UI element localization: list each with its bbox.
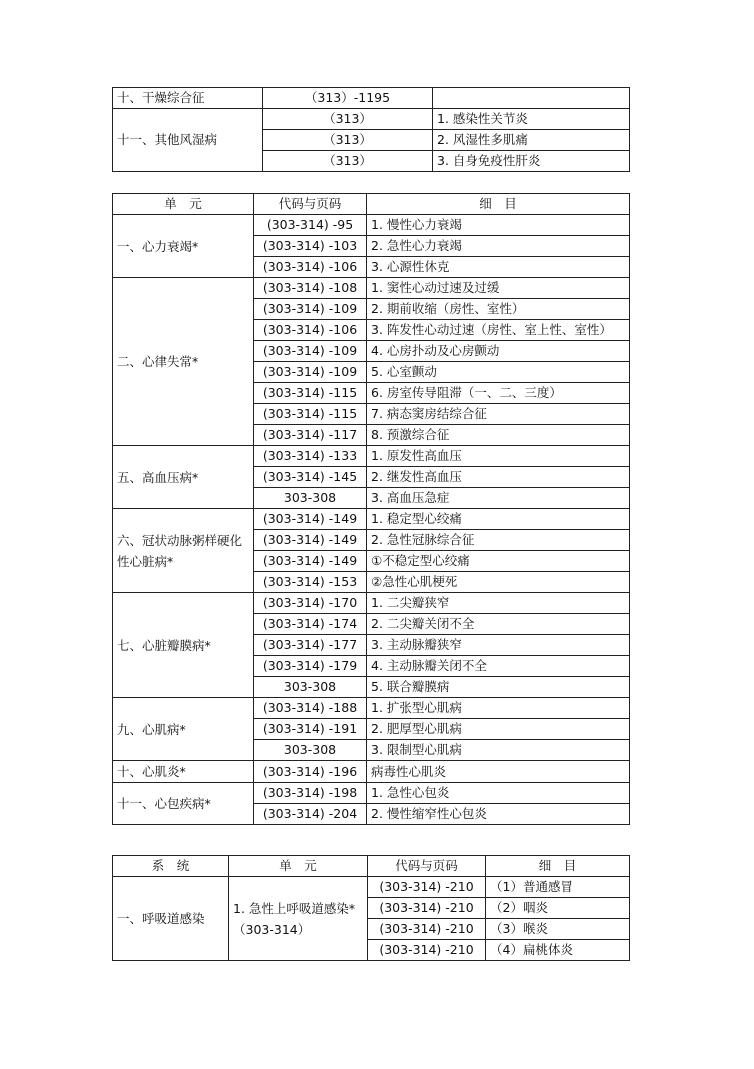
table-row bbox=[113, 593, 630, 614]
detail-cell: 5. 心室颤动 bbox=[367, 362, 630, 383]
detail-cell: 7. 病态窦房结综合征 bbox=[367, 404, 630, 425]
header-row bbox=[113, 856, 630, 877]
unit-cell: 七、心脏瓣膜病* bbox=[113, 593, 254, 698]
table-row bbox=[113, 783, 630, 804]
code-cell: (303-314) -170 bbox=[254, 593, 367, 614]
code-cell: (303-314) -149 bbox=[254, 530, 367, 551]
table-row bbox=[113, 446, 630, 467]
unit-cell: 1. 急性上呼吸道感染*（303-314） bbox=[229, 877, 368, 961]
code-cell: (303-314) -149 bbox=[254, 551, 367, 572]
detail-cell: 2. 二尖瓣关闭不全 bbox=[367, 614, 630, 635]
code-cell: (303-314) -210 bbox=[368, 898, 486, 919]
detail-cell: 3. 自身免疫性肝炎 bbox=[433, 151, 630, 172]
table-row bbox=[113, 88, 630, 109]
code-cell: (303-314) -133 bbox=[254, 446, 367, 467]
detail-cell: 4. 心房扑动及心房颤动 bbox=[367, 341, 630, 362]
header-system: 系 统 bbox=[113, 856, 229, 877]
detail-cell: 3. 主动脉瓣狭窄 bbox=[367, 635, 630, 656]
table-row bbox=[113, 761, 630, 783]
code-cell: （313）-1195 bbox=[263, 88, 433, 109]
table-row bbox=[113, 215, 630, 236]
code-cell: (303-314) -204 bbox=[254, 804, 367, 825]
detail-cell: （2）咽炎 bbox=[486, 898, 630, 919]
code-cell: (303-314) -177 bbox=[254, 635, 367, 656]
detail-cell: 2. 急性冠脉综合征 bbox=[367, 530, 630, 551]
table-row bbox=[113, 278, 630, 299]
code-cell: （313） bbox=[263, 151, 433, 172]
table-row bbox=[113, 109, 630, 130]
code-cell: (303-314) -145 bbox=[254, 467, 367, 488]
unit-cell: 十一、其他风湿病 bbox=[113, 109, 263, 172]
detail-cell: （4）扁桃体炎 bbox=[486, 940, 630, 961]
code-cell: (303-314) -191 bbox=[254, 719, 367, 740]
table-row bbox=[113, 509, 630, 530]
system-cell: 一、呼吸道感染 bbox=[113, 877, 229, 961]
detail-cell: 1. 稳定型心绞痛 bbox=[367, 509, 630, 530]
code-cell: (303-314) -188 bbox=[254, 698, 367, 719]
detail-cell: 3. 心源性休克 bbox=[367, 257, 630, 278]
detail-cell: 1. 二尖瓣狭窄 bbox=[367, 593, 630, 614]
code-cell: (303-314) -95 bbox=[254, 215, 367, 236]
code-cell: (303-314) -210 bbox=[368, 919, 486, 940]
code-cell: (303-314) -198 bbox=[254, 783, 367, 804]
detail-cell: 1. 感染性关节炎 bbox=[433, 109, 630, 130]
code-cell: 303-308 bbox=[254, 677, 367, 698]
code-cell: (303-314) -109 bbox=[254, 299, 367, 320]
unit-cell: 一、心力衰竭* bbox=[113, 215, 254, 278]
code-cell: （313） bbox=[263, 130, 433, 151]
detail-cell: （1）普通感冒 bbox=[486, 877, 630, 898]
code-cell: (303-314) -196 bbox=[254, 761, 367, 783]
code-cell: (303-314) -103 bbox=[254, 236, 367, 257]
header-row bbox=[113, 194, 630, 215]
code-cell: (303-314) -153 bbox=[254, 572, 367, 593]
code-cell: (303-314) -108 bbox=[254, 278, 367, 299]
detail-cell: 2. 继发性高血压 bbox=[367, 467, 630, 488]
detail-cell: 8. 预激综合征 bbox=[367, 425, 630, 446]
detail-cell: 1. 原发性高血压 bbox=[367, 446, 630, 467]
unit-cell: 十、干燥综合征 bbox=[113, 88, 263, 109]
code-cell: (303-314) -179 bbox=[254, 656, 367, 677]
detail-cell: 6. 房室传导阻滞（一、二、三度） bbox=[367, 383, 630, 404]
respiratory-table bbox=[112, 855, 630, 961]
code-cell: (303-314) -174 bbox=[254, 614, 367, 635]
detail-cell: 5. 联合瓣膜病 bbox=[367, 677, 630, 698]
code-cell: 303-308 bbox=[254, 740, 367, 761]
detail-cell: 1. 扩张型心肌病 bbox=[367, 698, 630, 719]
code-cell: （313） bbox=[263, 109, 433, 130]
unit-cell: 五、高血压病* bbox=[113, 446, 254, 509]
detail-cell: 2. 期前收缩（房性、室性） bbox=[367, 299, 630, 320]
table-row bbox=[113, 698, 630, 719]
code-cell: (303-314) -109 bbox=[254, 341, 367, 362]
detail-cell: 3. 阵发性心动过速（房性、室上性、室性） bbox=[367, 320, 630, 341]
code-cell: (303-314) -115 bbox=[254, 383, 367, 404]
cardiovascular-table-body bbox=[113, 215, 630, 825]
header-detail: 细 目 bbox=[486, 856, 630, 877]
code-cell: (303-314) -115 bbox=[254, 404, 367, 425]
unit-cell: 十、心肌炎* bbox=[113, 761, 254, 783]
detail-cell: 2. 肥厚型心肌病 bbox=[367, 719, 630, 740]
detail-cell: 2. 急性心力衰竭 bbox=[367, 236, 630, 257]
detail-cell: 1. 急性心包炎 bbox=[367, 783, 630, 804]
code-cell: (303-314) -117 bbox=[254, 425, 367, 446]
detail-cell: ①不稳定型心绞痛 bbox=[367, 551, 630, 572]
header-detail: 细 目 bbox=[367, 194, 630, 215]
detail-cell: 2. 风湿性多肌痛 bbox=[433, 130, 630, 151]
unit-cell: 九、心肌病* bbox=[113, 698, 254, 761]
detail-cell: （3）喉炎 bbox=[486, 919, 630, 940]
detail-cell bbox=[433, 88, 630, 109]
detail-cell: 3. 高血压急症 bbox=[367, 488, 630, 509]
detail-cell: 病毒性心肌炎 bbox=[367, 761, 630, 783]
detail-cell: 1. 慢性心力衰竭 bbox=[367, 215, 630, 236]
code-cell: (303-314) -210 bbox=[368, 940, 486, 961]
table-row bbox=[113, 877, 630, 898]
header-code: 代码与页码 bbox=[254, 194, 367, 215]
detail-cell: ②急性心肌梗死 bbox=[367, 572, 630, 593]
code-cell: (303-314) -109 bbox=[254, 362, 367, 383]
header-unit: 单 元 bbox=[229, 856, 368, 877]
detail-cell: 4. 主动脉瓣关闭不全 bbox=[367, 656, 630, 677]
code-cell: (303-314) -106 bbox=[254, 320, 367, 341]
code-cell: 303-308 bbox=[254, 488, 367, 509]
rheumatic-disease-table bbox=[112, 87, 630, 172]
header-unit: 单 元 bbox=[113, 194, 254, 215]
detail-cell: 2. 慢性缩窄性心包炎 bbox=[367, 804, 630, 825]
unit-cell: 十一、心包疾病* bbox=[113, 783, 254, 825]
code-cell: (303-314) -210 bbox=[368, 877, 486, 898]
header-code: 代码与页码 bbox=[368, 856, 486, 877]
code-cell: (303-314) -149 bbox=[254, 509, 367, 530]
detail-cell: 3. 限制型心肌病 bbox=[367, 740, 630, 761]
detail-cell: 1. 窦性心动过速及过缓 bbox=[367, 278, 630, 299]
unit-cell: 二、心律失常* bbox=[113, 278, 254, 446]
unit-cell: 六、冠状动脉粥样硬化性心脏病* bbox=[113, 509, 254, 593]
cardiovascular-table bbox=[112, 193, 630, 825]
code-cell: (303-314) -106 bbox=[254, 257, 367, 278]
